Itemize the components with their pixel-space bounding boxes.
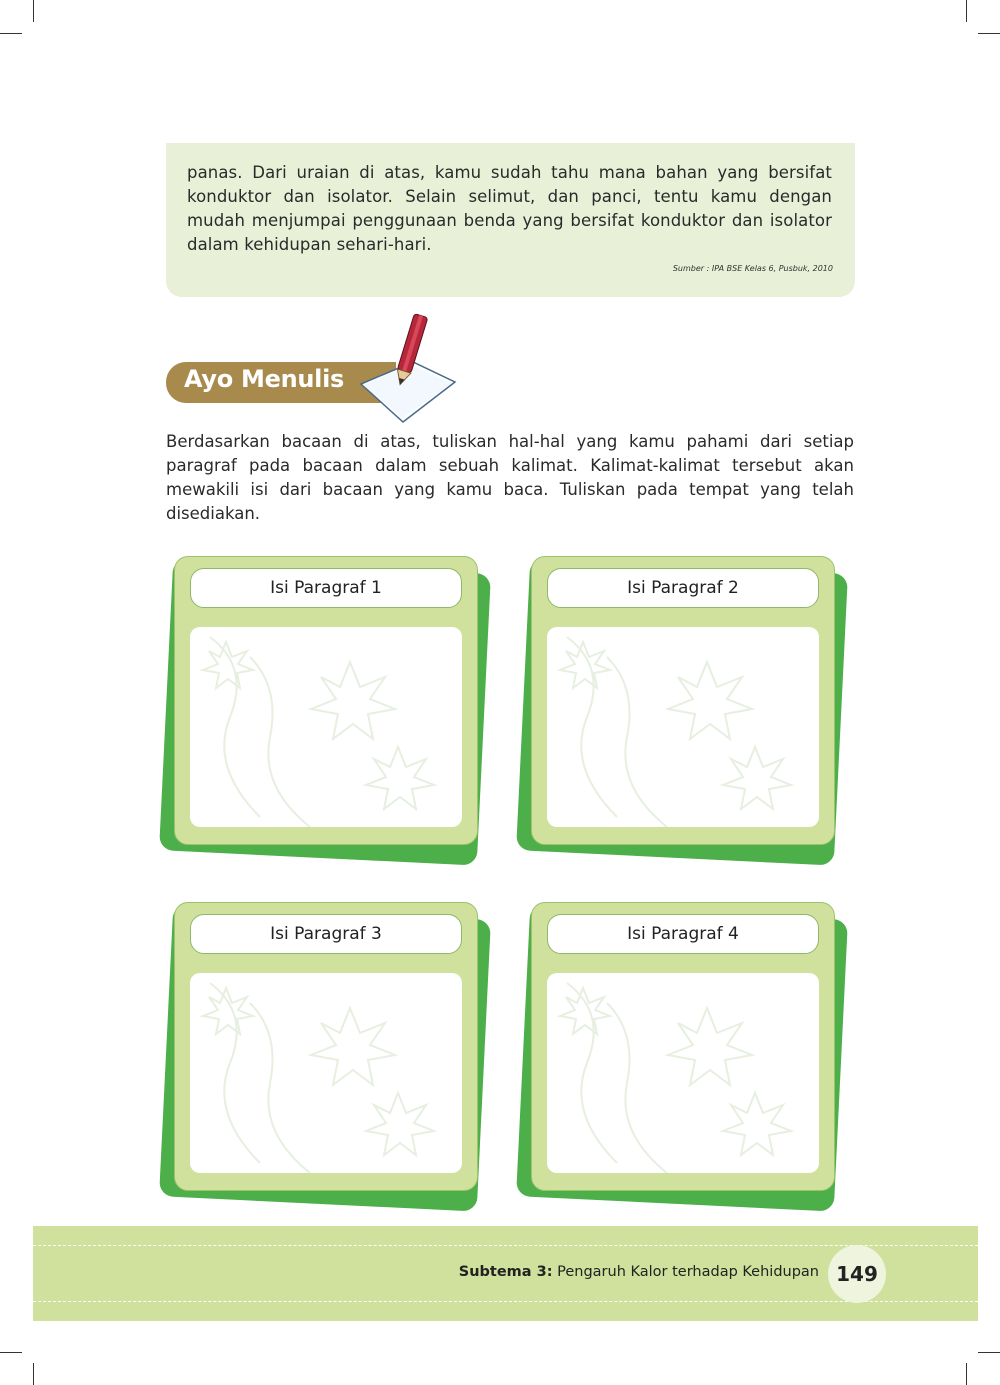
crop-mark: [966, 0, 967, 22]
crop-mark: [0, 1352, 22, 1353]
instruction-paragraph: Berdasarkan bacaan di atas, tuliskan hal-hal yang kamu pahami dari setiap paragraf pada bacaan dalam sebuah kalimat. Kalimat-kalimat tersebut akan mewakili isi dari bacaan yang kamu baca. Tuliskan pada tempat yang telah disediakan.: [166, 432, 854, 523]
floral-pattern-icon: [547, 627, 819, 827]
crop-mark: [978, 33, 1000, 34]
source-citation: Sumber : IPA BSE Kelas 6, Pusbuk, 2010: [672, 264, 833, 273]
crop-mark: [966, 1363, 967, 1385]
footer-band: [33, 1226, 978, 1321]
card-label: Isi Paragraf 3: [190, 914, 462, 954]
floral-pattern-icon: [547, 973, 819, 1173]
floral-pattern-icon: [190, 973, 462, 1173]
subtema-title: Pengaruh Kalor terhadap Kehidupan: [557, 1264, 819, 1280]
card-frame: [531, 556, 835, 845]
reading-box: [166, 143, 855, 297]
answer-card-4: [523, 902, 863, 1222]
answer-card-2: [523, 556, 863, 876]
crop-mark: [33, 1363, 34, 1385]
floral-pattern-icon: [190, 627, 462, 827]
crop-mark: [0, 33, 22, 34]
card-frame: [174, 902, 478, 1191]
crop-mark: [978, 1352, 1000, 1353]
subtema-label: Subtema 3:: [458, 1264, 553, 1280]
answer-area-4[interactable]: [547, 973, 819, 1173]
footer-subtema: [459, 1264, 819, 1280]
dashed-divider: [33, 1245, 978, 1246]
pencil-paper-icon: [355, 312, 460, 431]
card-frame: [174, 556, 478, 845]
section-title: Ayo Menulis: [184, 365, 344, 393]
answer-area-2[interactable]: [547, 627, 819, 827]
answer-area-3[interactable]: [190, 973, 462, 1173]
crop-mark: [33, 0, 34, 22]
card-label: Isi Paragraf 2: [547, 568, 819, 608]
answer-card-1: [166, 556, 506, 876]
card-label: Isi Paragraf 4: [547, 914, 819, 954]
card-label: Isi Paragraf 1: [190, 568, 462, 608]
card-frame: [531, 902, 835, 1191]
reading-paragraph: panas. Dari uraian di atas, kamu sudah tahu mana bahan yang bersifat konduktor dan isolator. Selain selimut, dan panci, tentu kamu dengan mudah menjumpai penggunaan benda yang bersifat konduktor dan isolator dalam kehidupan sehari-hari.: [187, 163, 832, 254]
dashed-divider: [33, 1301, 978, 1302]
answer-card-3: [166, 902, 506, 1222]
page-number: 149: [828, 1245, 886, 1303]
answer-area-1[interactable]: [190, 627, 462, 827]
